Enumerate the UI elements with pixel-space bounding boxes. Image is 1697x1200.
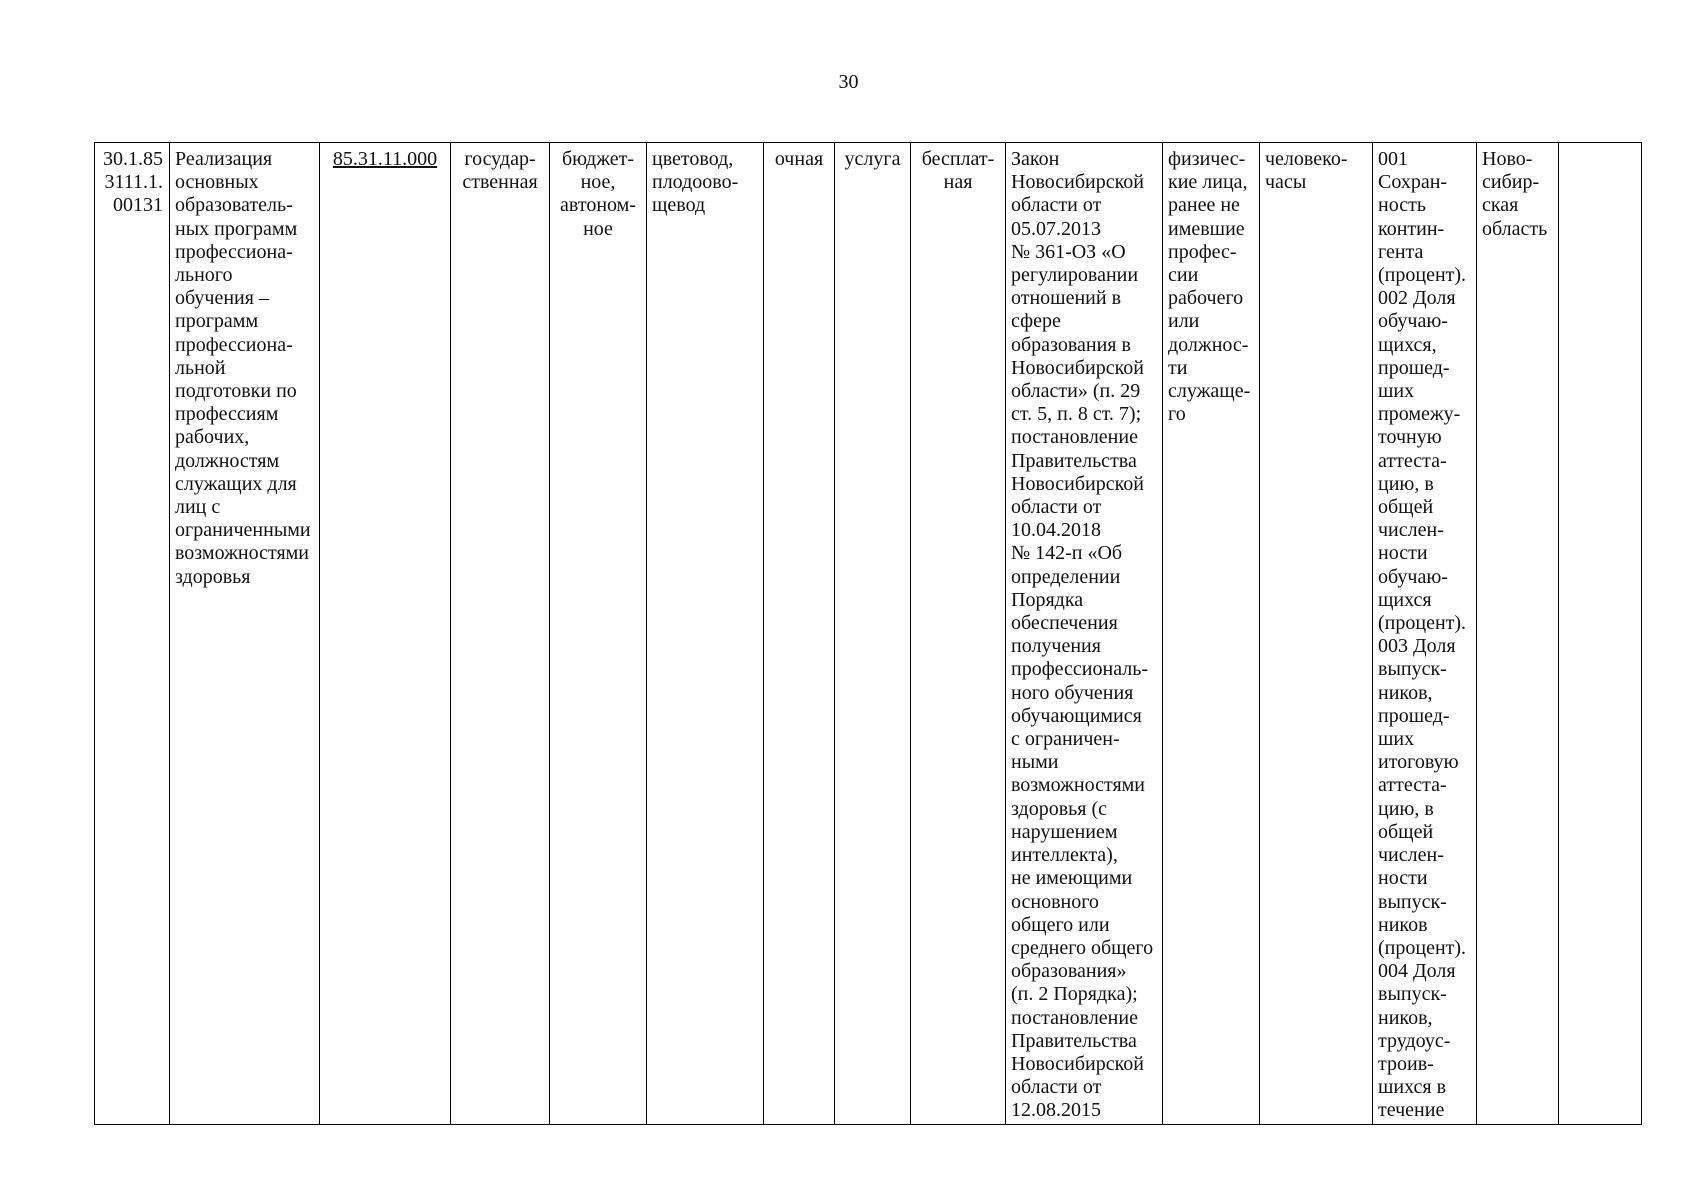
cell-line: (процент). bbox=[1378, 612, 1467, 635]
cell-line: Новосибирской bbox=[1011, 171, 1144, 194]
cell-unit bbox=[1260, 143, 1373, 1124]
cell-line: физичес- bbox=[1168, 148, 1246, 170]
cell-okved-code bbox=[320, 143, 451, 1124]
cell-line: должнос- bbox=[1168, 333, 1249, 356]
cell-line: точную bbox=[1378, 426, 1442, 449]
cell-line: профессиона- bbox=[175, 333, 293, 356]
cell-line: постановление bbox=[1011, 426, 1138, 449]
cell-line: ная bbox=[943, 171, 973, 194]
cell-line: человеко- bbox=[1265, 148, 1348, 170]
cell-line: Новосибирской bbox=[1011, 1052, 1144, 1075]
cell-line: 003 Доля bbox=[1378, 635, 1456, 658]
cell-line: ти bbox=[1168, 356, 1188, 379]
cell-indicators bbox=[1373, 143, 1477, 1124]
cell-line: 002 Доля bbox=[1378, 287, 1456, 310]
cell-line: общего или bbox=[1011, 913, 1110, 936]
cell-line: часы bbox=[1265, 171, 1307, 194]
cell-line: цветовод, bbox=[652, 148, 734, 170]
cell-line: Порядка bbox=[1011, 588, 1084, 611]
cell-line: числен- bbox=[1378, 844, 1444, 867]
cell-line: щихся bbox=[1378, 588, 1432, 611]
cell-line: 05.07.2013 bbox=[1011, 217, 1101, 240]
cell-line: области от bbox=[1011, 496, 1102, 519]
cell-line: служаще- bbox=[1168, 380, 1251, 403]
cell-line: цию, в bbox=[1378, 472, 1434, 495]
cell-line: образования» bbox=[1011, 960, 1127, 983]
cell-line: общей bbox=[1378, 496, 1434, 519]
cell-line: сфере bbox=[1011, 310, 1061, 333]
cell-line: 10.04.2018 bbox=[1011, 519, 1101, 542]
cell-line: числен- bbox=[1378, 519, 1444, 542]
cell-line: выпуск- bbox=[1378, 658, 1447, 681]
cell-line: щихся, bbox=[1378, 333, 1437, 356]
cell-line: Реализация bbox=[175, 148, 273, 170]
cell-line: очная bbox=[774, 148, 824, 170]
cell-line: ших bbox=[1378, 380, 1415, 403]
cell-line: ст. 5, п. 8 ст. 7); bbox=[1011, 403, 1142, 426]
cell-line: обучаю- bbox=[1378, 310, 1448, 333]
cell-line: № 361-ОЗ «О bbox=[1011, 240, 1126, 263]
cell-line: Правительства bbox=[1011, 1029, 1137, 1052]
cell-line: государ- bbox=[464, 148, 536, 170]
cell-line: имевшие bbox=[1168, 217, 1245, 240]
cell-line: здоровья (с bbox=[1011, 797, 1108, 820]
cell-line: услуга bbox=[844, 148, 901, 170]
cell-line: (п. 2 Порядка); bbox=[1011, 983, 1138, 1006]
cell-line: обеспечения bbox=[1011, 612, 1118, 635]
cell-line: ранее не bbox=[1168, 194, 1240, 217]
cell-line: ности bbox=[1378, 542, 1428, 565]
cell-line: ности bbox=[1378, 867, 1428, 890]
cell-line: получения bbox=[1011, 635, 1101, 658]
cell-line: обучаю- bbox=[1378, 565, 1448, 588]
cell-line: программ bbox=[175, 310, 259, 333]
cell-line: образования в bbox=[1011, 333, 1131, 356]
cell-line: профессиям bbox=[175, 403, 279, 426]
table bbox=[94, 142, 1642, 1125]
cell-line: возможностями bbox=[175, 542, 310, 565]
cell-line: служащих для bbox=[175, 472, 297, 495]
cell-line: 3111.1. bbox=[104, 171, 163, 194]
cell-line: го bbox=[1168, 403, 1186, 426]
cell-line: регулировании bbox=[1011, 264, 1139, 287]
cell-line: определении bbox=[1011, 565, 1121, 588]
cell-line: области» (п. 29 bbox=[1011, 380, 1141, 403]
cell-profession bbox=[647, 143, 764, 1124]
cell-line: профес- bbox=[1168, 240, 1237, 263]
cell-line: сибир- bbox=[1482, 171, 1540, 194]
cell-line: Ново- bbox=[1482, 148, 1533, 170]
cell-line: 001 bbox=[1378, 148, 1408, 170]
cell-line: льной bbox=[175, 356, 226, 379]
cell-line: аттеста- bbox=[1378, 774, 1447, 797]
cell-line: ников, bbox=[1378, 681, 1433, 704]
cell-line: 30.1.85 bbox=[103, 148, 163, 170]
cell-line: профессиональ- bbox=[1011, 658, 1149, 681]
okved-code-link: 85.31.11.000 bbox=[332, 148, 438, 170]
cell-line: ственная bbox=[462, 171, 538, 194]
cell-line: цию, в bbox=[1378, 797, 1434, 820]
cell-line: аттеста- bbox=[1378, 449, 1447, 472]
cell-line: бесплат- bbox=[921, 148, 995, 170]
cell-territory bbox=[1477, 143, 1559, 1124]
cell-line: (процент). bbox=[1378, 936, 1467, 959]
cell-line: троив- bbox=[1378, 1052, 1434, 1075]
cell-category bbox=[835, 143, 911, 1124]
cell-line: Новосибирской bbox=[1011, 356, 1144, 379]
cell-line: № 142-п «Об bbox=[1011, 542, 1123, 565]
cell-line: ных программ bbox=[175, 217, 298, 240]
cell-line: интеллекта), bbox=[1011, 844, 1118, 867]
cell-institution-type bbox=[550, 143, 647, 1124]
cell-line: бюджет- bbox=[561, 148, 635, 170]
cell-line: ными bbox=[1011, 751, 1059, 774]
cell-line: лиц с bbox=[175, 496, 221, 519]
cell-line: области от bbox=[1011, 1076, 1102, 1099]
cell-line: не имеющими bbox=[1011, 867, 1133, 890]
cell-code bbox=[95, 143, 170, 1124]
cell-line: основных bbox=[175, 171, 259, 194]
cell-line: рабочего bbox=[1168, 287, 1244, 310]
cell-line: сии bbox=[1168, 264, 1199, 287]
cell-payment bbox=[911, 143, 1006, 1124]
cell-line: ская bbox=[1482, 194, 1519, 217]
cell-line: ное, bbox=[580, 171, 616, 194]
cell-line: промежу- bbox=[1378, 403, 1461, 426]
cell-line: льного bbox=[175, 264, 233, 287]
cell-empty bbox=[1559, 143, 1641, 1124]
cell-line: Правительства bbox=[1011, 449, 1137, 472]
cell-line: выпуск- bbox=[1378, 983, 1447, 1006]
cell-form bbox=[764, 143, 835, 1124]
cell-line: шихся в bbox=[1378, 1076, 1447, 1099]
cell-line: течение bbox=[1378, 1099, 1445, 1122]
cell-line: Новосибирской bbox=[1011, 472, 1144, 495]
cell-consumers bbox=[1163, 143, 1260, 1124]
cell-line: рабочих, bbox=[175, 426, 250, 449]
cell-line: с ограничен- bbox=[1011, 728, 1120, 751]
cell-line: трудоус- bbox=[1378, 1029, 1451, 1052]
cell-line: подготовки по bbox=[175, 380, 297, 403]
cell-ownership bbox=[451, 143, 550, 1124]
cell-line: области от bbox=[1011, 194, 1102, 217]
cell-line: обучающимися bbox=[1011, 704, 1142, 727]
cell-line: 12.08.2015 bbox=[1011, 1099, 1101, 1122]
cell-line: кие лица, bbox=[1168, 171, 1248, 194]
cell-line: Закон bbox=[1011, 148, 1060, 170]
cell-line: ного обучения bbox=[1011, 681, 1134, 704]
cell-line: прошед- bbox=[1378, 356, 1450, 379]
cell-line: общей bbox=[1378, 820, 1434, 843]
cell-line: обучения – bbox=[175, 287, 269, 310]
cell-line: ное bbox=[583, 217, 613, 240]
cell-legal-basis bbox=[1006, 143, 1163, 1124]
cell-line: Сохран- bbox=[1378, 171, 1448, 194]
cell-line: профессиона- bbox=[175, 240, 293, 263]
cell-line: выпуск- bbox=[1378, 890, 1447, 913]
cell-line: отношений в bbox=[1011, 287, 1122, 310]
cell-line: (процент). bbox=[1378, 264, 1467, 287]
page-number: 30 bbox=[838, 71, 859, 93]
cell-line: постановление bbox=[1011, 1006, 1138, 1029]
cell-line: автоном- bbox=[560, 194, 636, 217]
cell-line: щевод bbox=[652, 194, 706, 217]
cell-line: ников, bbox=[1378, 1006, 1433, 1029]
cell-line: плодоово- bbox=[652, 171, 739, 194]
cell-line: прошед- bbox=[1378, 704, 1450, 727]
cell-line: контин- bbox=[1378, 217, 1445, 240]
cell-line: ших bbox=[1378, 728, 1415, 751]
cell-line: здоровья bbox=[175, 565, 251, 588]
cell-line: итоговую bbox=[1378, 751, 1459, 774]
cell-line: должностям bbox=[175, 449, 280, 472]
cell-line: среднего общего bbox=[1011, 936, 1154, 959]
cell-line: 00131 bbox=[113, 194, 163, 217]
cell-line: гента bbox=[1378, 240, 1424, 263]
cell-line: 004 Доля bbox=[1378, 960, 1456, 983]
cell-line: ников bbox=[1378, 913, 1428, 936]
cell-line: возможностями bbox=[1011, 774, 1146, 797]
cell-line: или bbox=[1168, 310, 1200, 333]
cell-line: область bbox=[1482, 217, 1548, 240]
cell-line: образователь- bbox=[175, 194, 293, 217]
cell-line: нарушением bbox=[1011, 820, 1118, 843]
cell-line: ограниченными bbox=[175, 519, 311, 542]
cell-line: ность bbox=[1378, 194, 1426, 217]
cell-line: основного bbox=[1011, 890, 1099, 913]
cell-service-name bbox=[170, 143, 320, 1124]
